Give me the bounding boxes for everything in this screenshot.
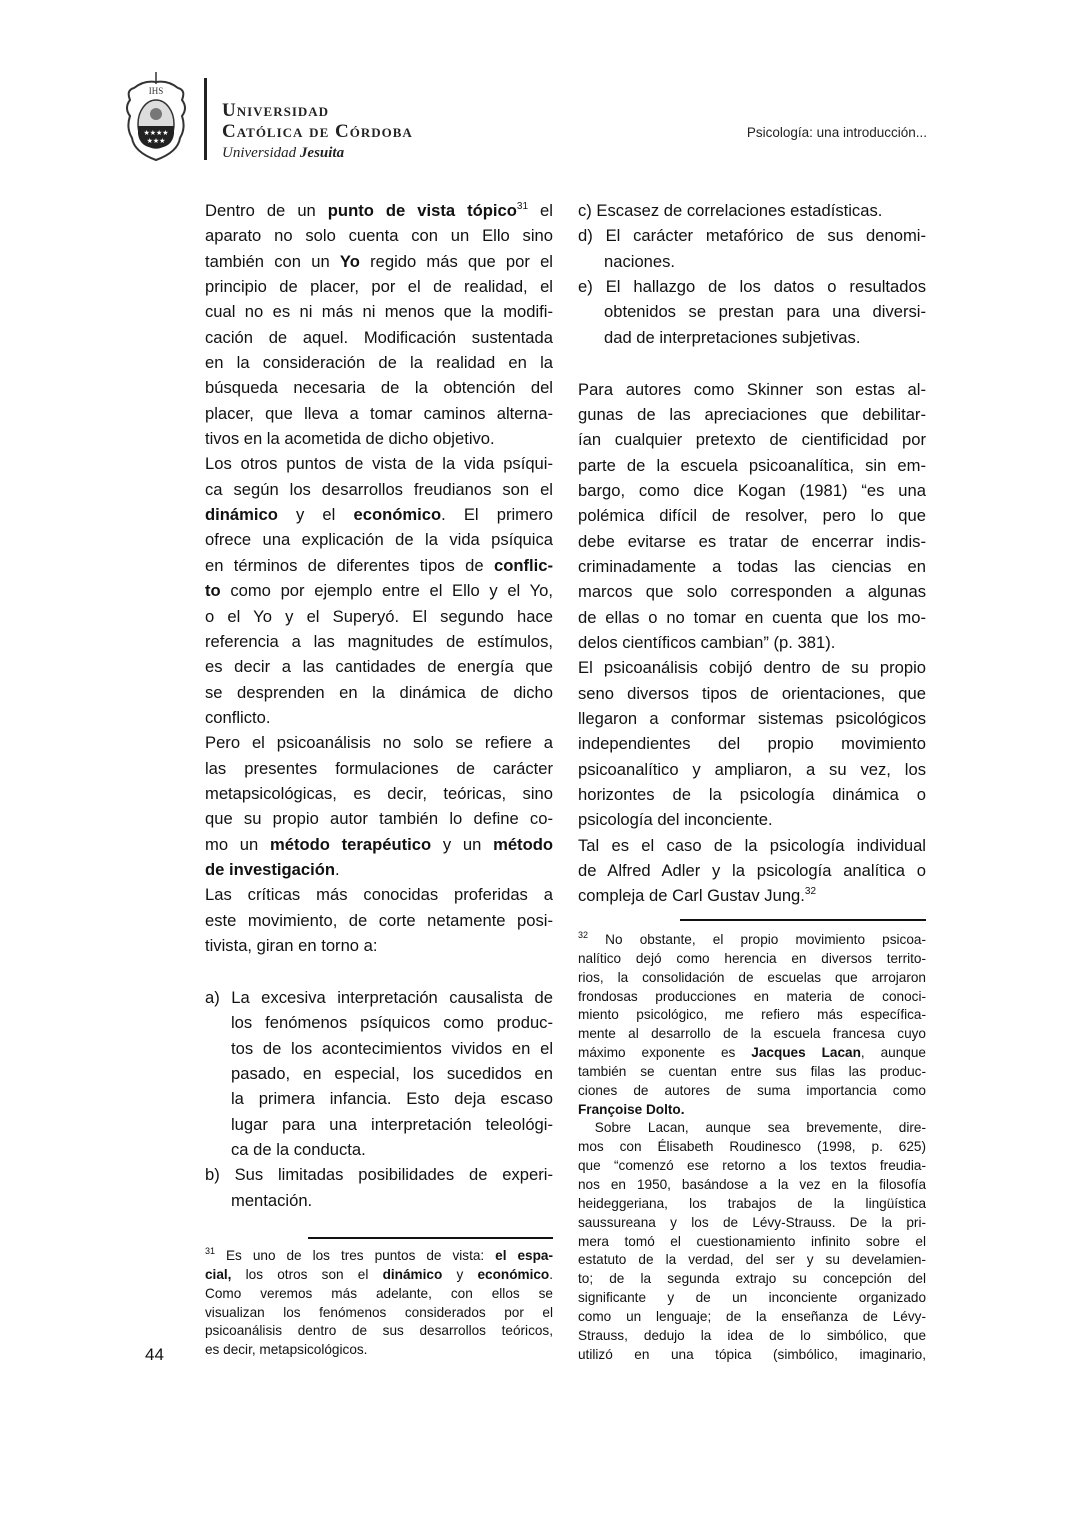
text-line bbox=[205, 1266, 553, 1285]
text-line bbox=[578, 731, 926, 756]
text-run: debe evitarse es tratar de encerrar indis- bbox=[578, 531, 926, 551]
text-run: Pero el psicoanálisis no solo se refiere a bbox=[205, 733, 553, 753]
text-line bbox=[205, 1137, 553, 1162]
text-line bbox=[205, 451, 553, 476]
text-run: estatuto de la verdad, del ser y su develamien- bbox=[578, 1252, 926, 1268]
text-line bbox=[578, 1063, 926, 1082]
text-line bbox=[205, 1112, 553, 1137]
text-run: conflicto. bbox=[205, 707, 271, 727]
text-line bbox=[205, 1036, 553, 1061]
text-run: Strauss, dedujo la idea de lo simbólico, que bbox=[578, 1327, 926, 1343]
text-line bbox=[205, 401, 553, 426]
header-divider bbox=[204, 78, 207, 160]
text-line bbox=[205, 882, 553, 907]
text-line bbox=[578, 1082, 926, 1101]
text-run: psicología del inconciente. bbox=[578, 810, 773, 830]
text-run: naciones. bbox=[604, 251, 676, 271]
text-run: to; de la segunda extrajo su concepción del bbox=[578, 1271, 926, 1287]
bold-text: el espa- bbox=[495, 1248, 553, 1263]
text-run: visualizan los fenómenos considerados por el bbox=[205, 1304, 553, 1320]
university-name bbox=[222, 100, 413, 164]
text-run: dad de interpretaciones subjetivas. bbox=[604, 327, 861, 347]
text-line bbox=[578, 402, 926, 427]
text-run: No obstante, el propio movimiento psicoa- bbox=[588, 932, 926, 947]
text-run: compleja de Carl Gustav Jung. bbox=[578, 886, 805, 906]
text-run: y bbox=[442, 1266, 478, 1282]
text-run: ofrece una explicación de la vida psíquica bbox=[205, 530, 553, 550]
text-run: de ellas o no tomar en cuenta que los mo- bbox=[578, 607, 926, 627]
text-run: este movimiento, de corte netamente posi- bbox=[205, 910, 553, 930]
text-run: Para autores como Skinner son estas al- bbox=[578, 379, 926, 399]
text-line bbox=[578, 579, 926, 604]
text-run: psicoanálisis dentro de sus desarrollos teóricos, bbox=[205, 1323, 553, 1339]
text-run: Dentro de un bbox=[205, 201, 328, 220]
text-run: regido más que por el bbox=[359, 251, 553, 271]
text-line bbox=[205, 527, 553, 552]
text-line bbox=[578, 630, 926, 655]
text-run: independientes del propio movimiento bbox=[578, 734, 926, 754]
text-run: que “comenzó ese retorno a los textos freudia- bbox=[578, 1158, 926, 1174]
text-run: marcos que solo corresponden a algunas bbox=[578, 582, 926, 602]
text-line bbox=[578, 706, 926, 731]
text-run: Tal es el caso de la psicología individual bbox=[578, 835, 926, 855]
text-line bbox=[578, 299, 926, 324]
text-line bbox=[578, 427, 926, 452]
text-line bbox=[578, 969, 926, 988]
bold-text: Françoise Dolto. bbox=[578, 1101, 685, 1117]
text-run: Las críticas más conocidas proferidas a bbox=[205, 885, 553, 905]
text-line bbox=[578, 1270, 926, 1289]
text-run: nos en 1950, basándose a la vez en la filosofía bbox=[578, 1176, 926, 1192]
text-run: c) Escasez de correlaciones estadísticas. bbox=[578, 201, 883, 220]
text-run: gunas de las apreciaciones que debilitar- bbox=[578, 404, 926, 424]
text-line bbox=[205, 350, 553, 375]
text-run: tos de los acontecimientos vividos en el bbox=[231, 1038, 553, 1058]
text-run: a) La excesiva interpretación causalista de bbox=[205, 987, 553, 1007]
text-line bbox=[578, 681, 926, 706]
text-line bbox=[578, 931, 926, 950]
text-line bbox=[578, 503, 926, 528]
text-run: significante y de un inconciente organizado bbox=[578, 1290, 926, 1306]
text-line bbox=[578, 1101, 926, 1120]
text-line bbox=[578, 198, 926, 223]
footnote-rule-left bbox=[308, 1237, 553, 1239]
text-run: Como veremos más adelante, con ellos se bbox=[205, 1285, 553, 1301]
text-line bbox=[205, 375, 553, 400]
text-line bbox=[205, 985, 553, 1010]
text-run: horizontes de la psicología dinámica o bbox=[578, 785, 926, 805]
text-run: máximo exponente es bbox=[578, 1045, 752, 1061]
text-line bbox=[205, 249, 553, 274]
text-run: o el Yo y el Superyó. El segundo hace bbox=[205, 606, 553, 626]
text-line bbox=[578, 1289, 926, 1308]
text-line bbox=[205, 502, 553, 527]
text-line bbox=[205, 1086, 553, 1111]
bold-text: to bbox=[205, 581, 221, 601]
text-line bbox=[205, 629, 553, 654]
text-run: b) Sus limitadas posibilidades de experi- bbox=[205, 1165, 553, 1185]
text-run: placer, que lleva a tomar caminos alterna- bbox=[205, 403, 553, 423]
text-run: Sobre Lacan, aunque sea brevemente, dire- bbox=[578, 1120, 926, 1136]
text-line bbox=[578, 1251, 926, 1270]
text-run: los fenómenos psíquicos como produc- bbox=[231, 1013, 553, 1033]
text-line bbox=[578, 377, 926, 402]
text-line bbox=[578, 1138, 926, 1157]
text-line bbox=[578, 988, 926, 1007]
bold-text: cial, bbox=[205, 1266, 232, 1282]
svg-text:IHS: IHS bbox=[148, 86, 164, 96]
text-run: saussureana y los de Lévy-Strauss. De la pri- bbox=[578, 1214, 926, 1230]
text-run: se desprenden en la dinámica de dicho bbox=[205, 682, 553, 702]
footnote-marker: 32 bbox=[804, 886, 817, 898]
text-line bbox=[205, 198, 553, 223]
tagline-b: Jesuita bbox=[299, 145, 345, 161]
text-run: llegaron a conformar sistemas psicológicos bbox=[578, 709, 926, 729]
text-run: ían cualquier pretexto de cientificidad por bbox=[578, 430, 926, 450]
text-line bbox=[205, 756, 553, 781]
text-line bbox=[578, 453, 926, 478]
text-run: ciones de autores de suma importancia como bbox=[578, 1082, 926, 1098]
footnote-32 bbox=[578, 931, 926, 1364]
text-run: parte de la escuela psicoanalítica, sin em- bbox=[578, 455, 926, 475]
text-run: en términos de diferentes tipos de bbox=[205, 555, 494, 575]
text-line bbox=[578, 1214, 926, 1233]
text-line bbox=[205, 1247, 553, 1266]
text-line bbox=[205, 680, 553, 705]
text-run: búsqueda necesaria de la obtención del bbox=[205, 378, 553, 398]
text-line bbox=[205, 806, 553, 831]
text-line bbox=[205, 1304, 553, 1323]
crest-icon bbox=[124, 68, 188, 164]
text-run: rios, la consolidación de escuelas que arrojaron bbox=[578, 969, 926, 985]
footnote-marker: 31 bbox=[205, 1247, 216, 1256]
paragraph-gap bbox=[578, 350, 926, 377]
bold-text: Yo bbox=[339, 251, 360, 271]
text-run: lugar para una interpretación teleológi- bbox=[231, 1114, 553, 1134]
text-line bbox=[205, 832, 553, 857]
svg-text:★★★: ★★★ bbox=[146, 138, 166, 145]
text-line bbox=[578, 223, 926, 248]
paragraph-gap bbox=[205, 958, 553, 985]
text-run: psicoanalítico y ampliaron, a su vez, los bbox=[578, 759, 926, 779]
text-line bbox=[578, 1308, 926, 1327]
text-line bbox=[205, 1285, 553, 1304]
text-run: delos científicos cambian” (p. 381). bbox=[578, 633, 836, 652]
text-run: utilizó en una tópica (simbólico, imaginario, bbox=[578, 1346, 926, 1362]
text-line bbox=[578, 478, 926, 503]
text-run: heideggeriana, los trabajos de la lingüística bbox=[578, 1195, 926, 1211]
text-line bbox=[578, 655, 926, 680]
text-run: como un lenguaje; de la enseñanza de Lévy- bbox=[578, 1308, 926, 1324]
text-line bbox=[578, 807, 926, 832]
text-run: . bbox=[335, 859, 340, 879]
left-column bbox=[205, 198, 553, 1213]
text-line bbox=[205, 705, 553, 730]
text-run: cual no es ni más ni menos que la modifi- bbox=[205, 302, 553, 322]
text-run: es decir a las cantidades de energía que bbox=[205, 657, 553, 677]
bold-text: Jacques Lacan bbox=[751, 1045, 861, 1061]
text-run: también con un bbox=[205, 251, 340, 271]
text-run: las presentes formulaciones de carácter bbox=[205, 758, 553, 778]
text-line bbox=[578, 782, 926, 807]
text-run: . bbox=[549, 1266, 553, 1282]
text-run: ca de la conducta. bbox=[231, 1139, 366, 1159]
text-line bbox=[578, 1176, 926, 1195]
text-line bbox=[578, 1025, 926, 1044]
text-line bbox=[578, 1119, 926, 1138]
text-run: El psicoanálisis cobijó dentro de su propio bbox=[578, 658, 926, 678]
text-line bbox=[578, 950, 926, 969]
bold-text: dinámico bbox=[382, 1266, 443, 1282]
text-run: la primera infancia. Esto deja escaso bbox=[231, 1089, 553, 1109]
text-line bbox=[578, 883, 926, 908]
text-run: criminadamente a todas las ciencias en bbox=[578, 556, 926, 576]
text-line bbox=[578, 1157, 926, 1176]
text-line bbox=[205, 1322, 553, 1341]
text-run: de Alfred Adler y la psicología analítica o bbox=[578, 861, 926, 881]
text-run: Es uno de los tres puntos de vista: bbox=[215, 1248, 496, 1263]
text-run: principio de placer, por el de realidad, el bbox=[205, 277, 553, 297]
text-line bbox=[578, 249, 926, 274]
text-run: referencia a las magnitudes de estímulos, bbox=[205, 631, 553, 651]
tagline-a: Universidad bbox=[222, 145, 297, 161]
text-run: nalítico dejó como herencia en diversos territo- bbox=[578, 950, 926, 966]
university-line-1: Universidad bbox=[222, 100, 330, 121]
text-run: cación de aquel. Modificación sustentada bbox=[205, 327, 553, 347]
text-line bbox=[205, 604, 553, 629]
text-run: que su propio autor también lo define co- bbox=[205, 809, 553, 829]
text-line bbox=[578, 757, 926, 782]
text-run: polémica difícil de resolver, pero lo que bbox=[578, 506, 926, 526]
text-line bbox=[205, 325, 553, 350]
text-run: pasado, en especial, los sucedidos en bbox=[231, 1063, 553, 1083]
text-line bbox=[578, 554, 926, 579]
text-run: es decir, metapsicológicos. bbox=[205, 1342, 368, 1358]
text-line bbox=[205, 553, 553, 578]
university-logo bbox=[124, 68, 188, 164]
text-line bbox=[205, 223, 553, 248]
bold-text: económico bbox=[477, 1266, 550, 1282]
text-line bbox=[205, 1010, 553, 1035]
text-run: mos con Élisabeth Roudinesco (1998, p. 625) bbox=[578, 1139, 926, 1155]
text-run: mo un bbox=[205, 834, 270, 854]
bold-text: conflic- bbox=[493, 555, 553, 575]
text-run: aparato no solo cuenta con un Ello sino bbox=[205, 226, 553, 246]
text-run: y el bbox=[277, 505, 354, 525]
text-run: obtenidos se prestan para una diversi- bbox=[604, 302, 926, 322]
text-line bbox=[578, 1195, 926, 1214]
text-line bbox=[205, 654, 553, 679]
text-run: los otros son el bbox=[231, 1266, 383, 1282]
text-line bbox=[205, 1341, 553, 1360]
text-line bbox=[205, 781, 553, 806]
text-line bbox=[578, 1006, 926, 1025]
text-line bbox=[578, 858, 926, 883]
text-line bbox=[578, 325, 926, 350]
text-line bbox=[205, 908, 553, 933]
text-run: d) El carácter metafórico de sus denomi- bbox=[578, 226, 926, 246]
text-run: el bbox=[528, 201, 553, 220]
text-line bbox=[205, 1162, 553, 1187]
text-run: mente al desarrollo de la escuela francesa cuyo bbox=[578, 1026, 926, 1042]
text-run: , aunque bbox=[860, 1045, 926, 1061]
text-run: como por ejemplo entre el Ello y el Yo, bbox=[220, 581, 553, 601]
text-run: seno diversos tipos de orientaciones, que bbox=[578, 683, 926, 703]
text-run: bargo, como dice Kogan (1981) “es una bbox=[578, 480, 926, 500]
text-run: Los otros puntos de vista de la vida psíqui- bbox=[205, 454, 553, 474]
text-line bbox=[205, 274, 553, 299]
footnote-rule-right bbox=[680, 919, 926, 921]
footnote-marker: 32 bbox=[578, 931, 589, 940]
bold-text: dinámico bbox=[205, 505, 278, 525]
text-line bbox=[205, 477, 553, 502]
text-run: e) El hallazgo de los datos o resultados bbox=[578, 277, 926, 297]
text-line bbox=[578, 529, 926, 554]
text-run: miento psicológico, me refiero más específica- bbox=[578, 1007, 926, 1023]
text-run: mentación. bbox=[231, 1190, 313, 1210]
bold-text: de investigación bbox=[205, 859, 336, 879]
bold-text: punto de vista tópico bbox=[327, 201, 517, 220]
university-line-3 bbox=[222, 142, 413, 164]
text-run: también se cuentan entre sus filas las produc- bbox=[578, 1063, 926, 1079]
text-line bbox=[578, 1233, 926, 1252]
bold-text: económico bbox=[353, 505, 442, 525]
bold-text: método terapéutico bbox=[270, 834, 432, 854]
text-run: tivista, giran en torno a: bbox=[205, 935, 378, 955]
text-run: y un bbox=[431, 834, 494, 854]
university-line-2: Católica de Córdoba bbox=[222, 121, 413, 142]
text-line bbox=[578, 1044, 926, 1063]
text-line bbox=[205, 857, 553, 882]
page-number: 44 bbox=[145, 1345, 164, 1364]
text-line bbox=[205, 1188, 553, 1213]
text-line bbox=[205, 578, 553, 603]
text-run: metapsicológicas, es decir, teóricas, sino bbox=[205, 783, 553, 803]
text-run: ca según los desarrollos freudianos son el bbox=[205, 479, 553, 499]
footnote-marker: 31 bbox=[516, 201, 529, 212]
right-column bbox=[578, 198, 926, 909]
text-run: tivos en la acometida de dicho objetivo. bbox=[205, 429, 495, 449]
svg-text:★★★★: ★★★★ bbox=[143, 130, 169, 137]
footnote-31 bbox=[205, 1247, 553, 1360]
text-line bbox=[578, 1327, 926, 1346]
text-run: en la consideración de la realidad en la bbox=[205, 353, 553, 373]
text-run: . El primero bbox=[441, 505, 553, 525]
text-line bbox=[578, 833, 926, 858]
text-line bbox=[578, 1346, 926, 1365]
running-title: Psicología: una introducción... bbox=[746, 125, 927, 140]
text-run: frondosas producciones en materia de conoci- bbox=[578, 988, 926, 1004]
bold-text: método bbox=[493, 834, 553, 854]
text-line bbox=[205, 933, 553, 958]
text-line bbox=[205, 426, 553, 451]
text-line bbox=[578, 605, 926, 630]
text-line bbox=[205, 730, 553, 755]
text-line bbox=[578, 274, 926, 299]
text-line bbox=[205, 299, 553, 324]
text-line bbox=[205, 1061, 553, 1086]
text-run: mera tomó el cuestionamiento infinito sobre el bbox=[578, 1233, 926, 1249]
